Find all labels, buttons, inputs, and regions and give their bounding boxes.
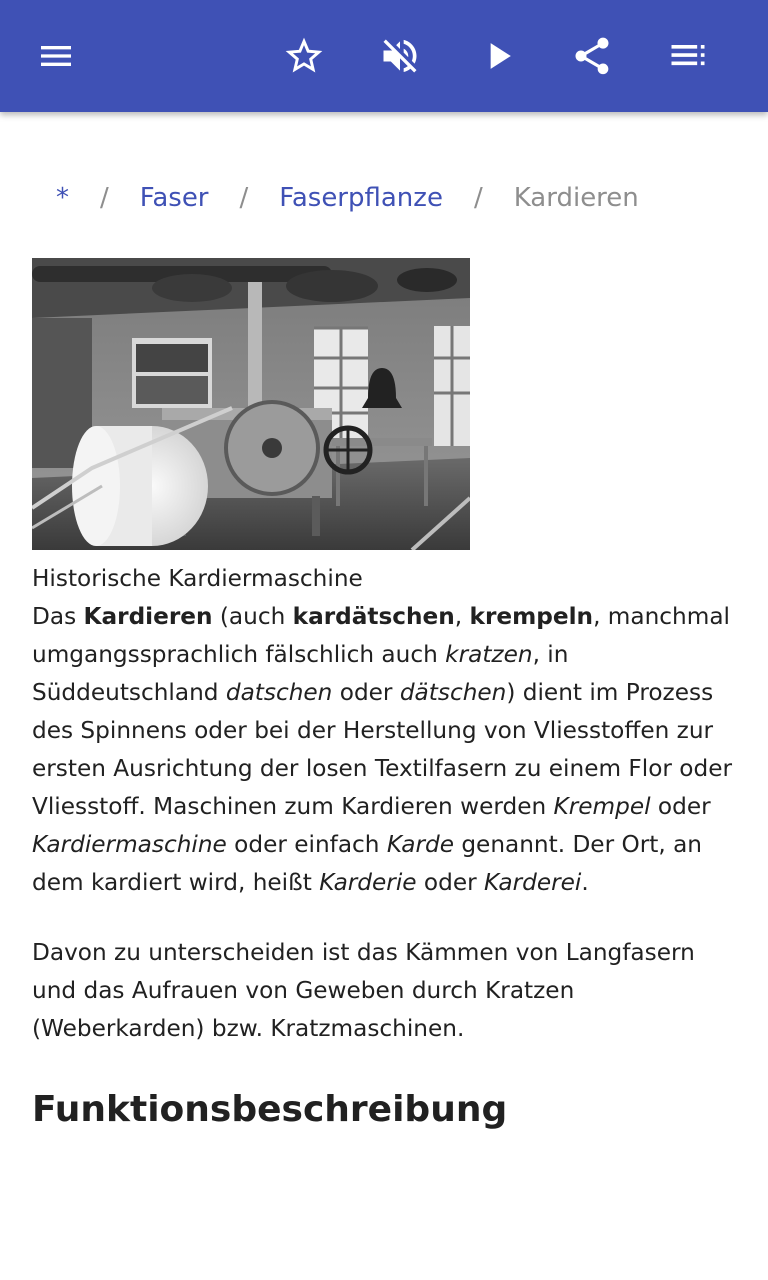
share-icon [570,34,614,78]
article-image[interactable] [32,258,470,550]
breadcrumb [56,176,639,220]
playlist-icon [666,34,710,78]
breadcrumb-current: Kardieren [513,183,639,213]
image-caption: Historische Kardiermaschine [32,565,363,592]
breadcrumb-item-faser[interactable]: Faser [139,183,209,213]
article-paragraph-2: Davon zu unterscheiden ist das Kämmen von Langfasern und das Aufrauen von Geweben durch Kratzen (Weberkarden) bzw. Kratzmaschinen. [32,939,695,1042]
breadcrumb-separator: / [100,183,109,213]
menu-button[interactable] [28,28,84,84]
star-outline-icon [282,34,326,78]
play-button[interactable] [470,28,526,84]
mute-button[interactable] [372,28,428,84]
contents-button[interactable] [660,28,716,84]
play-icon [476,34,520,78]
breadcrumb-item-home[interactable]: * [56,183,69,213]
menu-icon [36,36,76,76]
carding-machine-photo [32,258,470,550]
app-bar [0,0,768,112]
breadcrumb-separator: / [473,183,483,213]
article-body [32,560,736,1048]
section-heading: Funktionsbeschreibung [32,1089,508,1130]
breadcrumb-item-faserpflanze[interactable]: Faserpflanze [279,183,443,213]
bookmark-button[interactable] [276,28,332,84]
breadcrumb-separator: / [239,183,249,213]
article-paragraph-1: Das Kardieren (auch kardätschen, krempeln, manchmal umgangssprachlich fälschlich auch kratzen, in Süddeutschland datschen oder dätschen) dient im Prozess des Spinnens oder bei der Herstellung von Vliesstoffen zur ersten Ausrichtung der losen Textilfasern zu einem Flor oder Vliesstoff. Maschinen zum Kardieren werden Krempel oder Kardiermaschine oder einfach Karde genannt. Der Ort, an dem kardiert wird, heißt Karderie oder Karderei. [32,603,732,896]
share-button[interactable] [564,28,620,84]
volume-off-icon [378,34,422,78]
